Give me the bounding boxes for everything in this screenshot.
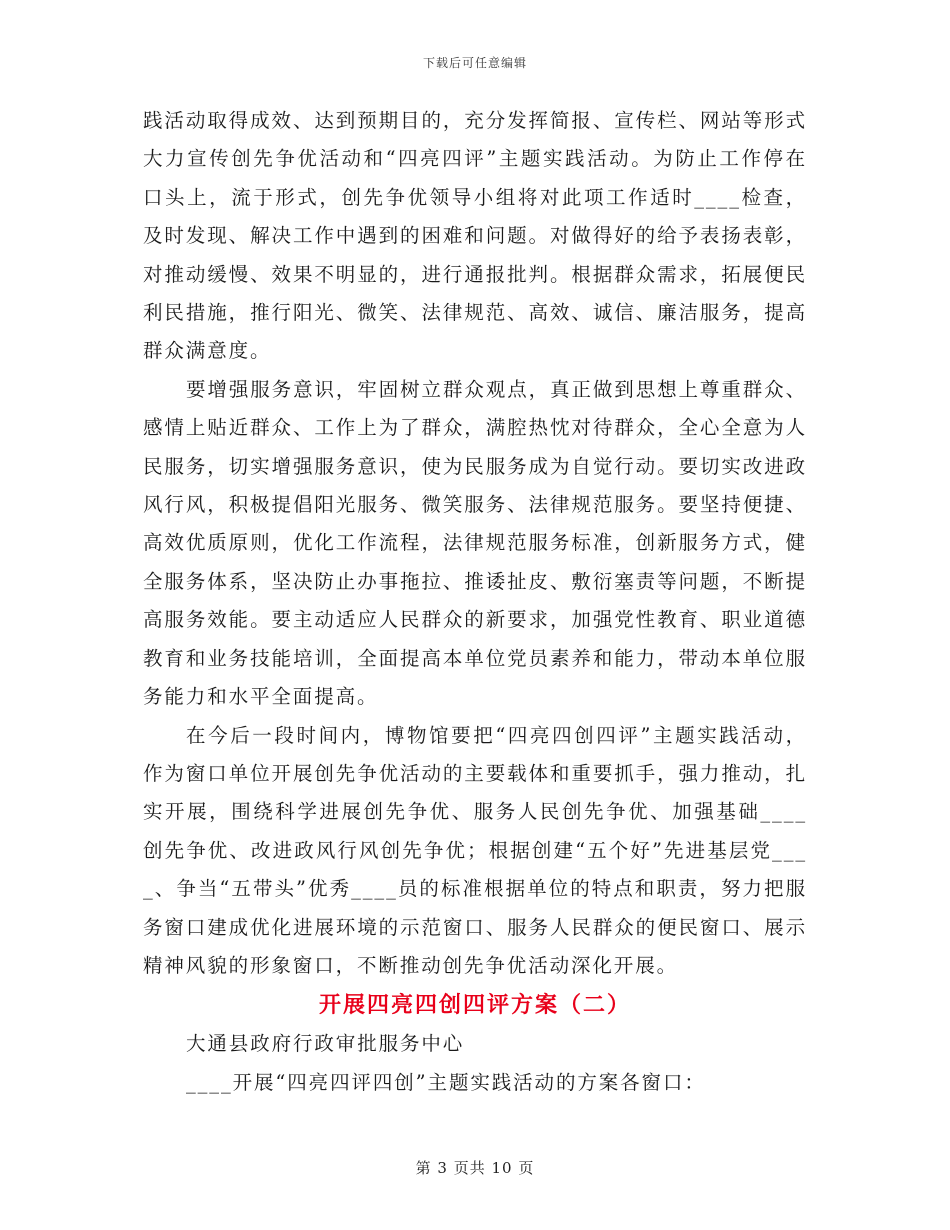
paragraph-museum-plan: 在今后一段时间内，博物馆要把“四亮四创四评”主题实践活动，作为窗口单位开展创先争优活动的主要载体和重要抓手，强力推动，扎实开展，围绕科学进展创先争优、服务人民创先争优、加强基础____创先争优、改进政风行风创先争优；根据创建“五个好”先进基层党____、争当“五带头”优秀____员的标准根据单位的特点和职责，努力把服务窗口建成优化进展环境的示范窗口、服务人民群众的便民窗口、展示精神风貌的形象窗口，不断推动创先争优活动深化开展。 [143,723,807,977]
plan-intro-line: ____开展“四亮四评四创”主题实践活动的方案各窗口： [186,1070,706,1094]
section-title: 开展四亮四创四评方案（二） [318,993,631,1019]
page-header: 下载后可任意编辑 [422,56,527,70]
document-body [143,102,807,1102]
paragraph-service-awareness: 要增强服务意识，牢固树立群众观点，真正做到思想上尊重群众、感情上贴近群众、工作上为了群众，满腔热忱对待群众，全心全意为人民服务，切实增强服务意识，使为民服务成为自觉行动。要切实改进政风行风，积极提倡阳光服务、微笑服务、法律规范服务。要坚持便捷、高效优质原则，优化工作流程，法律规范服务标准，创新服务方式，健全服务体系，坚决防止办事拖拉、推诿扯皮、敷衍塞责等问题，不断提高服务效能。要主动适应人民群众的新要求，加强党性教育、职业道德教育和业务技能培训，全面提高本单位党员素养和能力，带动本单位服务能力和水平全面提高。 [143,377,807,709]
paragraph-continued: 践活动取得成效、达到预期目的，充分发挥简报、宣传栏、网站等形式大力宣传创先争优活动和“四亮四评”主题实践活动。为防止工作停在口头上，流于形式，创先争优领导小组将对此项工作适时____检查，及时发现、解决工作中遇到的困难和问题。对做得好的给予表扬表彰，对推动缓慢、效果不明显的，进行通报批判。根据群众需求，拓展便民利民措施，推行阳光、微笑、法律规范、高效、诚信、廉洁服务，提高群众满意度。 [143,109,807,363]
page-number: 第 3 页共 10 页 [415,1159,535,1177]
organization-line: 大通县政府行政审批服务中心 [186,1032,465,1056]
